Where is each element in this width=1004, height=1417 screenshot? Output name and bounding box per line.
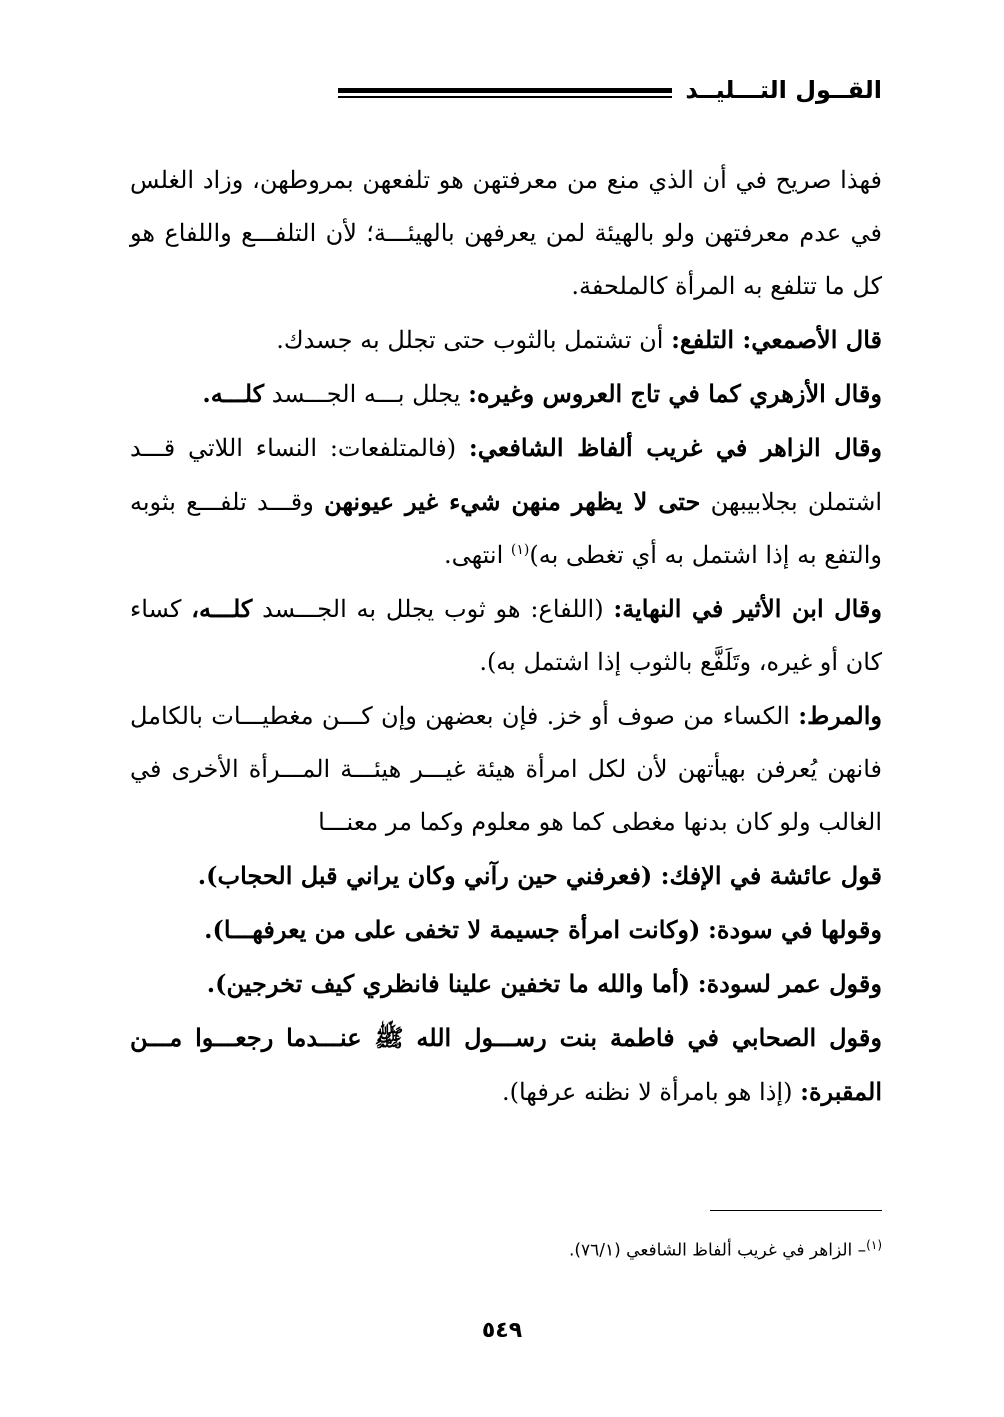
paragraph xyxy=(130,903,882,957)
running-title: القــول التـــليــد xyxy=(685,76,882,104)
text-run: يجلل بـــه الجـــسد xyxy=(264,380,469,408)
page-header xyxy=(130,72,882,112)
bold-text: وقال الأزهري كما في تاج العروس وغيره: xyxy=(468,379,882,408)
paragraph xyxy=(130,367,882,421)
paragraph xyxy=(130,582,882,689)
paragraph xyxy=(130,313,882,367)
page-number: ٥٤٩ xyxy=(481,1318,523,1343)
bold-text: وقال ابن الأثير في النهاية: xyxy=(613,594,882,623)
footnote xyxy=(130,1232,882,1264)
bold-text: وقول الصحابي في فاطمة بنت رســـول الله ﷺ عنـــدما رجعـــوا مـــن المقبرة: xyxy=(130,1023,882,1106)
bold-text: كلـــه. xyxy=(202,379,265,408)
paragraph xyxy=(130,1011,882,1119)
bold-text: (أما والله ما تخفين علينا فانظري كيف تخرجين). xyxy=(206,969,691,998)
text-run: الكساء من صوف أو خز. فإن بعضهن وإن كـــن مغطيـــات بالكامل فانهن يُعرفن بهيأتهن لأن لكل امرأة هيئة غيـــر هيئـــة المـــرأة الأخرى في الغالب ولو كان بدنها مغطى كما هو معلوم وكما مر معنـــا xyxy=(130,702,882,836)
bold-text: وقول عمر لسودة: xyxy=(697,969,882,998)
paragraph xyxy=(130,849,882,903)
text-run: (فالمتلفعات: النساء اللاتي قـــد اشتملن بجلابيبهن xyxy=(130,434,883,516)
bold-text: وقال الزاهر في غريب ألفاظ الشافعي: xyxy=(468,433,883,462)
text-run: أن تشتمل بالثوب حتى تجلل به جسدك. xyxy=(276,326,672,354)
bold-text: (وكانت امرأة جسيمة لا تخفى على من يعرفهـــا). xyxy=(204,915,701,944)
paragraph xyxy=(130,957,882,1011)
paragraph xyxy=(130,154,882,313)
text-run: فهذا صريح في أن الذي منع من معرفتهن هو تلفعهن بمروطهن، وزاد الغلس في عدم معرفتهن ولو بالهيئة لمن يعرفهن بالهيئـــة؛ لأن التلفـــع واللفاع هو كل ما تتلفع به المرأة كالملحفة. xyxy=(130,166,882,300)
footnote-marker: (١) xyxy=(866,1238,882,1252)
text-run xyxy=(690,970,698,998)
bold-text: قال الأصمعي: التلفع: xyxy=(671,325,882,354)
text-run: انتهى. xyxy=(443,541,511,569)
bold-text: حتى لا يظهر منهن شيء غير عيونهن xyxy=(324,487,701,516)
text-run xyxy=(700,916,708,944)
header-rule-thin xyxy=(338,96,672,98)
footnote-reference: (١) xyxy=(510,542,530,558)
footnote-separator xyxy=(710,1210,882,1211)
text-run: (إذا هو بامرأة لا نظنه عرفها). xyxy=(501,1078,801,1106)
paragraph xyxy=(130,689,882,849)
footnote-text: – الزاهر في غريب ألفاظ الشافعي (٧٦/١). xyxy=(568,1240,867,1261)
paragraph xyxy=(130,421,882,582)
text-run: (اللفاع: هو ثوب يجلل به الجـــسد xyxy=(252,595,614,623)
text-run: وقـــد تلفـــع بثوبه والتفع به إذا اشتمل به أي تغطى به) xyxy=(130,488,882,569)
header-rule xyxy=(338,88,672,93)
body-text xyxy=(130,154,882,1119)
bold-text: كلـــه، xyxy=(191,594,253,623)
text-run: كساء كان أو غيره، وتَلَفَّع بالثوب إذا اشتمل به). xyxy=(130,595,882,676)
bold-text: وقولها في سودة: xyxy=(708,915,882,944)
bold-text: والمرط: xyxy=(798,701,882,730)
bold-text: قول عائشة في الإفك: (فعرفني حين رآني وكان يراني قبل الحجاب). xyxy=(197,861,882,890)
